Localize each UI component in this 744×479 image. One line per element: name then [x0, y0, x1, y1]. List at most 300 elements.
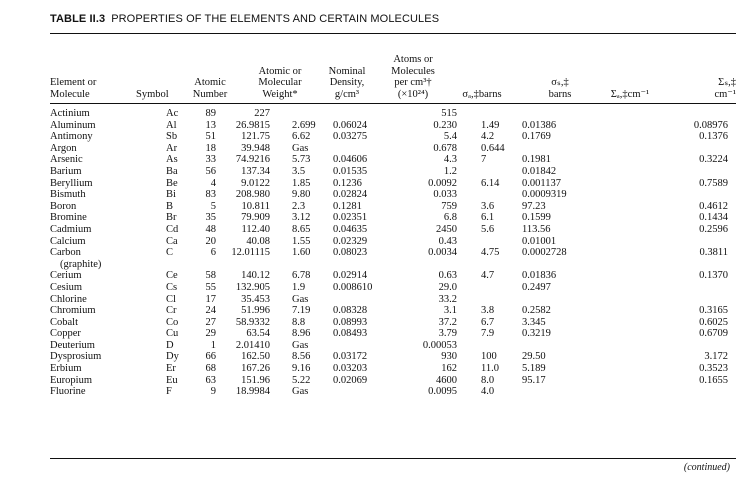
- table-cell: 0.008610: [333, 281, 373, 293]
- table-cell: 0.6025: [699, 316, 728, 328]
- table-cell: 4.75: [481, 247, 500, 259]
- table-cell: 0.2497: [522, 281, 551, 293]
- table-cell: Cu: [166, 328, 179, 340]
- table-cell: 5.73: [292, 154, 311, 166]
- column-header-line: g/cm³: [334, 88, 360, 100]
- table-cell: D: [166, 339, 174, 351]
- table-cell: 33: [205, 154, 216, 166]
- column-header: [540, 44, 580, 100]
- table-cell: Chromium: [50, 305, 96, 317]
- table-cell: [130, 259, 178, 271]
- table-cell: Cobalt: [50, 316, 78, 328]
- table-cell: [522, 340, 592, 352]
- table-cell: [278, 108, 333, 120]
- table-cell: 0.3219: [522, 328, 551, 340]
- table-cell: 1.9: [292, 281, 306, 293]
- table-cell: Cd: [166, 223, 179, 235]
- table-cell: 0.08976: [693, 119, 728, 131]
- table-cell: 10.811: [241, 200, 270, 212]
- column-header-line: barns: [548, 88, 572, 100]
- table-cell: 35.453: [241, 293, 270, 305]
- table-cell: Copper: [50, 328, 81, 340]
- table-cell: 3.79: [438, 328, 457, 340]
- table-cell: 1.85: [292, 177, 311, 189]
- table-cell: [467, 294, 522, 306]
- table-cell: 9.0122: [241, 177, 270, 189]
- table-cell: Sb: [166, 131, 178, 143]
- table-row: [50, 166, 736, 178]
- table-cell: [467, 189, 522, 201]
- table-cell: F: [166, 386, 172, 398]
- table-cell: 6.62: [292, 131, 311, 143]
- table-row: [50, 282, 736, 294]
- table-row: [50, 270, 736, 282]
- table-cell: 0.678: [433, 142, 457, 154]
- table-cell: 3.172: [704, 351, 728, 363]
- column-header-line: Atomic: [194, 77, 226, 88]
- table-row: [50, 212, 736, 224]
- column-header-line: Number: [192, 88, 228, 100]
- table-cell: 0.2596: [699, 223, 728, 235]
- table-cell: 1.60: [292, 247, 311, 259]
- table-cell: 97.23: [522, 200, 546, 212]
- table-cell: 0.1236: [333, 177, 362, 189]
- table-cell: [592, 189, 736, 201]
- table-cell: [333, 340, 399, 352]
- table-cell: Erbium: [50, 363, 82, 375]
- table-cell: 0.04635: [333, 223, 368, 235]
- table-cell: [333, 259, 399, 271]
- table-cell: 83: [205, 189, 216, 201]
- top-rule: [50, 33, 736, 34]
- table-cell: Dy: [166, 351, 179, 363]
- table-cell: 0.08328: [333, 305, 368, 317]
- table-cell: Cadmium: [50, 223, 92, 235]
- table-row: [50, 386, 736, 398]
- table-cell: 0.08993: [333, 316, 368, 328]
- column-header: [50, 44, 130, 100]
- table-cell: Argon: [50, 142, 77, 154]
- table-cell: 56: [205, 165, 216, 177]
- table-cell: 0.1376: [699, 131, 728, 143]
- table-cell: 0.3224: [699, 154, 728, 166]
- table-cell: [220, 259, 278, 271]
- table-cell: 0.43: [438, 235, 457, 247]
- table-cell: 7.19: [292, 305, 311, 317]
- table-title: [50, 13, 439, 25]
- table-cell: 33.2: [438, 293, 457, 305]
- table-cell: 68: [205, 363, 216, 375]
- table-cell: [592, 294, 736, 306]
- table-cell: 759: [441, 200, 457, 212]
- table-cell: 39.948: [241, 142, 270, 154]
- table-cell: 1.55: [292, 235, 311, 247]
- table-cell: 63: [205, 374, 216, 386]
- table-body: [50, 108, 736, 398]
- table-cell: 17: [205, 293, 216, 305]
- table-cell: Be: [166, 177, 178, 189]
- table-row: [50, 120, 736, 132]
- table-cell: 20: [205, 235, 216, 247]
- table-cell: 35: [205, 212, 216, 224]
- table-cell: Beryllium: [50, 177, 93, 189]
- table-cell: 0.0009319: [522, 189, 567, 201]
- table-cell: 6.1: [481, 212, 495, 224]
- table-cell: 51: [205, 131, 216, 143]
- table-cell: 89: [205, 108, 216, 119]
- table-cell: 0.02824: [333, 189, 368, 201]
- table-cell: Barium: [50, 165, 82, 177]
- column-header-line: Element or: [50, 77, 97, 88]
- table-row: [50, 317, 736, 329]
- table-row: [50, 189, 736, 201]
- table-cell: Bismuth: [50, 189, 86, 201]
- table-cell: [522, 294, 592, 306]
- column-header-line: Nominal: [328, 65, 366, 77]
- table-cell: 8.56: [292, 351, 311, 363]
- table-cell: 26.9815: [235, 119, 270, 131]
- table-cell: Dysprosium: [50, 351, 102, 363]
- table-cell: 3.6: [481, 200, 495, 212]
- table-cell: 0.230: [433, 119, 457, 131]
- table-row: [50, 305, 736, 317]
- table-cell: 0.1981: [522, 154, 551, 166]
- table-cell: 5.189: [522, 363, 546, 375]
- table-cell: 0.02351: [333, 212, 368, 224]
- table-cell: 0.02069: [333, 374, 368, 386]
- properties-table: [50, 108, 736, 398]
- table-row: [50, 328, 736, 340]
- table-cell: Calcium: [50, 235, 86, 247]
- table-cell: 6.8: [443, 212, 457, 224]
- table-cell: [592, 340, 736, 352]
- table-row: [50, 351, 736, 363]
- table-cell: 0.1769: [522, 131, 551, 143]
- table-cell: 167.26: [241, 363, 270, 375]
- table-cell: Arsenic: [50, 154, 83, 166]
- table-cell: 1.2: [443, 165, 457, 177]
- column-header-line: Density,: [329, 77, 365, 88]
- table-cell: 0.01842: [522, 165, 557, 177]
- table-cell: Gas: [292, 339, 309, 351]
- table-cell: 9.80: [292, 189, 311, 201]
- table-cell: 0.03172: [333, 351, 368, 363]
- table-cell: 18: [205, 142, 216, 154]
- table-cell: 162.50: [241, 351, 270, 363]
- table-cell: 4: [210, 177, 216, 189]
- table-cell: Cesium: [50, 281, 83, 293]
- table-cell: 8.96: [292, 328, 311, 340]
- table-caption: PROPERTIES OF THE ELEMENTS AND CERTAIN MOLECULES: [111, 13, 440, 25]
- table-cell: 0.01386: [522, 119, 557, 131]
- table-cell: Al: [166, 119, 177, 131]
- column-header-line: Weight*: [262, 88, 298, 100]
- table-cell: [592, 259, 736, 271]
- table-cell: As: [166, 154, 178, 166]
- table-cell: Ce: [166, 270, 178, 282]
- table-cell: 9: [210, 386, 216, 398]
- table-cell: Cs: [166, 281, 178, 293]
- table-cell: 112.40: [241, 223, 270, 235]
- table-cell: Bromine: [50, 212, 87, 224]
- table-cell: 0.7589: [699, 177, 728, 189]
- table-cell: 930: [441, 351, 457, 363]
- table-cell: 95.17: [522, 374, 546, 386]
- column-header-line: cm⁻¹: [714, 88, 736, 100]
- table-cell: 29: [205, 328, 216, 340]
- table-cell: 0.6709: [699, 328, 728, 340]
- table-cell: [592, 108, 736, 120]
- table-cell: 0.01001: [522, 235, 557, 247]
- column-header: [590, 44, 670, 100]
- table-cell: 24: [205, 305, 216, 317]
- table-cell: 515: [441, 108, 457, 119]
- table-cell: 27: [205, 316, 216, 328]
- table-cell: [467, 108, 522, 120]
- table-cell: Gas: [292, 293, 309, 305]
- table-cell: 2.3: [292, 200, 306, 212]
- table-cell: 6.14: [481, 177, 500, 189]
- table-cell: 51.996: [241, 305, 270, 317]
- table-cell: 66: [205, 351, 216, 363]
- table-cell: 1.49: [481, 119, 500, 131]
- table-cell: Antimony: [50, 131, 93, 143]
- table-cell: [592, 386, 736, 398]
- column-header-line: σₐ,‡barns: [462, 88, 502, 100]
- table-cell: Gas: [292, 386, 309, 398]
- table-cell: 4.3: [443, 154, 457, 166]
- table-cell: 63.54: [246, 328, 270, 340]
- table-cell: [178, 259, 220, 271]
- table-cell: 3.345: [522, 316, 546, 328]
- table-cell: 0.63: [438, 270, 457, 282]
- table-cell: Fluorine: [50, 386, 86, 398]
- table-cell: 0.1655: [699, 374, 728, 386]
- table-cell: [592, 166, 736, 178]
- table-cell: 55: [205, 281, 216, 293]
- column-header-line: Molecular: [258, 77, 302, 88]
- table-row: [50, 154, 736, 166]
- table-cell: 4.7: [481, 270, 495, 282]
- table-cell: 2450: [436, 223, 457, 235]
- table-cell: Ca: [166, 235, 178, 247]
- table-cell: Eu: [166, 374, 178, 386]
- table-row: [50, 363, 736, 375]
- table-cell: 29.0: [438, 281, 457, 293]
- table-cell: [467, 282, 522, 294]
- table-cell: 0.1434: [699, 212, 728, 224]
- table-cell: 6.78: [292, 270, 311, 282]
- table-cell: Er: [166, 363, 176, 375]
- table-cell: 162: [441, 363, 457, 375]
- table-cell: Actinium: [50, 108, 90, 119]
- column-header-line: per cm³†: [394, 77, 432, 88]
- table-cell: [467, 259, 522, 271]
- table-cell: C: [166, 247, 174, 259]
- table-cell: 0.033: [433, 189, 457, 201]
- table-cell: [399, 259, 467, 271]
- table-cell: Boron: [50, 200, 77, 212]
- table-cell: 29.50: [522, 351, 546, 363]
- table-cell: 100: [481, 351, 497, 363]
- table-cell: 137.34: [241, 165, 270, 177]
- table-cell: 121.75: [241, 131, 270, 143]
- table-row: [50, 259, 736, 271]
- column-header-line: Molecules: [391, 65, 435, 77]
- table-cell: 5.4: [443, 131, 457, 143]
- table-cell: 8.0: [481, 374, 495, 386]
- table-cell: 0.01836: [522, 270, 557, 282]
- column-header-line: Atoms or: [393, 54, 433, 65]
- table-cell: [522, 108, 592, 120]
- table-cell: 7.9: [481, 328, 495, 340]
- table-cell: 4.0: [481, 386, 495, 398]
- column-header: [382, 44, 444, 100]
- table-cell: [333, 386, 399, 398]
- table-row: [50, 294, 736, 306]
- table-cell: 3.12: [292, 212, 311, 224]
- table-cell: 0.2582: [522, 305, 551, 317]
- table-row: [50, 224, 736, 236]
- table-cell: Bi: [166, 189, 176, 201]
- table-cell: 3.1: [443, 305, 457, 317]
- table-cell: 0.03203: [333, 363, 368, 375]
- column-header-line: Σₛ,‡: [718, 77, 736, 88]
- table-cell: 3.5: [292, 165, 306, 177]
- table-cell: Cerium: [50, 270, 82, 282]
- table-cell: Chlorine: [50, 293, 87, 305]
- table-cell: 11.0: [481, 363, 499, 375]
- table-row: [50, 178, 736, 190]
- table-cell: 6.7: [481, 316, 495, 328]
- bottom-rule: [50, 458, 736, 459]
- column-header-line: Σₐ,‡cm⁻¹: [610, 88, 650, 100]
- table-cell: [522, 386, 592, 398]
- table-cell: 5: [210, 200, 216, 212]
- table-cell: 5.22: [292, 374, 311, 386]
- table-cell: 79.909: [241, 212, 270, 224]
- table-cell: 37.2: [438, 316, 457, 328]
- table-cell: 0.01535: [333, 165, 368, 177]
- table-row: [50, 236, 736, 248]
- table-cell: B: [166, 200, 174, 212]
- table-cell: 0.3165: [699, 305, 728, 317]
- table-row: [50, 201, 736, 213]
- table-cell: Carbon: [50, 247, 81, 259]
- continued-note: (continued): [683, 462, 730, 473]
- table-cell: 0.1370: [699, 270, 728, 282]
- table-cell: Co: [166, 316, 179, 328]
- table-cell: 0.08023: [333, 247, 368, 259]
- table-cell: 6: [210, 247, 216, 259]
- table-cell: 4.2: [481, 131, 495, 143]
- table-cell: [592, 236, 736, 248]
- table-cell: 0.3523: [699, 363, 728, 375]
- table-cell: 8.65: [292, 223, 311, 235]
- table-cell: [592, 282, 736, 294]
- table-cell: 58: [205, 270, 216, 282]
- table-cell: 3.8: [481, 305, 495, 317]
- table-cell: 0.644: [481, 142, 505, 154]
- column-header: [322, 44, 372, 100]
- table-cell: 0.00053: [422, 339, 457, 351]
- table-cell: 0.4612: [699, 200, 728, 212]
- header-rule: [50, 103, 736, 104]
- column-header: [252, 44, 308, 100]
- table-cell: 208.980: [235, 189, 270, 201]
- column-header-line: σₛ,‡: [551, 77, 569, 88]
- table-cell: Cl: [166, 293, 176, 305]
- table-cell: Ac: [166, 108, 179, 119]
- table-cell: 0.001137: [522, 177, 561, 189]
- table-cell: 12.01115: [231, 247, 270, 259]
- table-cell: 0.03275: [333, 131, 368, 143]
- column-header-line: Symbol: [136, 88, 169, 100]
- table-cell: 0.0002728: [522, 247, 567, 259]
- column-header-line: (×10²⁴): [397, 88, 429, 100]
- table-cell: Ba: [166, 165, 178, 177]
- table-cell: 9.16: [292, 363, 311, 375]
- table-cell: (graphite): [60, 258, 102, 270]
- table-cell: Aluminum: [50, 119, 96, 131]
- table-cell: 0.04606: [333, 154, 368, 166]
- table-cell: Europium: [50, 374, 92, 386]
- table-cell: [333, 294, 399, 306]
- table-cell: 0.3811: [699, 247, 728, 259]
- table-row: [50, 131, 736, 143]
- table-cell: Ar: [166, 142, 178, 154]
- table-cell: 2.01410: [235, 339, 270, 351]
- column-header: [450, 44, 514, 100]
- table-cell: 0.1599: [522, 212, 551, 224]
- table-cell: [333, 108, 399, 120]
- table-cell: 132.905: [235, 281, 270, 293]
- table-cell: 0.0095: [428, 386, 457, 398]
- table-cell: [467, 236, 522, 248]
- table-cell: Br: [166, 212, 177, 224]
- table-cell: 140.12: [241, 270, 270, 282]
- table-cell: [467, 166, 522, 178]
- table-cell: 151.96: [241, 374, 270, 386]
- table-cell: [467, 340, 522, 352]
- table-cell: 0.08493: [333, 328, 368, 340]
- table-row: [50, 375, 736, 387]
- column-header-line: Molecule: [50, 88, 90, 100]
- table-label: TABLE II.3: [50, 13, 106, 25]
- table-cell: 0.02914: [333, 270, 368, 282]
- table-cell: [522, 259, 592, 271]
- table-row: [50, 108, 736, 120]
- table-cell: 0.0034: [428, 247, 457, 259]
- column-header-line: Atomic or: [258, 65, 302, 77]
- table-cell: 13: [205, 119, 216, 131]
- table-cell: 7: [481, 154, 487, 166]
- table-cell: [522, 143, 592, 155]
- table-cell: [592, 143, 736, 155]
- table-cell: Deuterium: [50, 339, 95, 351]
- table-cell: 0.06024: [333, 119, 368, 131]
- table-cell: 74.9216: [235, 154, 270, 166]
- table-cell: 2.699: [292, 119, 316, 131]
- table-row: [50, 340, 736, 352]
- table-cell: 1: [210, 339, 216, 351]
- table-cell: Gas: [292, 142, 309, 154]
- table-cell: 0.0092: [428, 177, 457, 189]
- table-cell: 48: [205, 223, 216, 235]
- table-cell: 18.9984: [235, 386, 270, 398]
- table-cell: 0.02329: [333, 235, 368, 247]
- table-cell: 0.1281: [333, 200, 362, 212]
